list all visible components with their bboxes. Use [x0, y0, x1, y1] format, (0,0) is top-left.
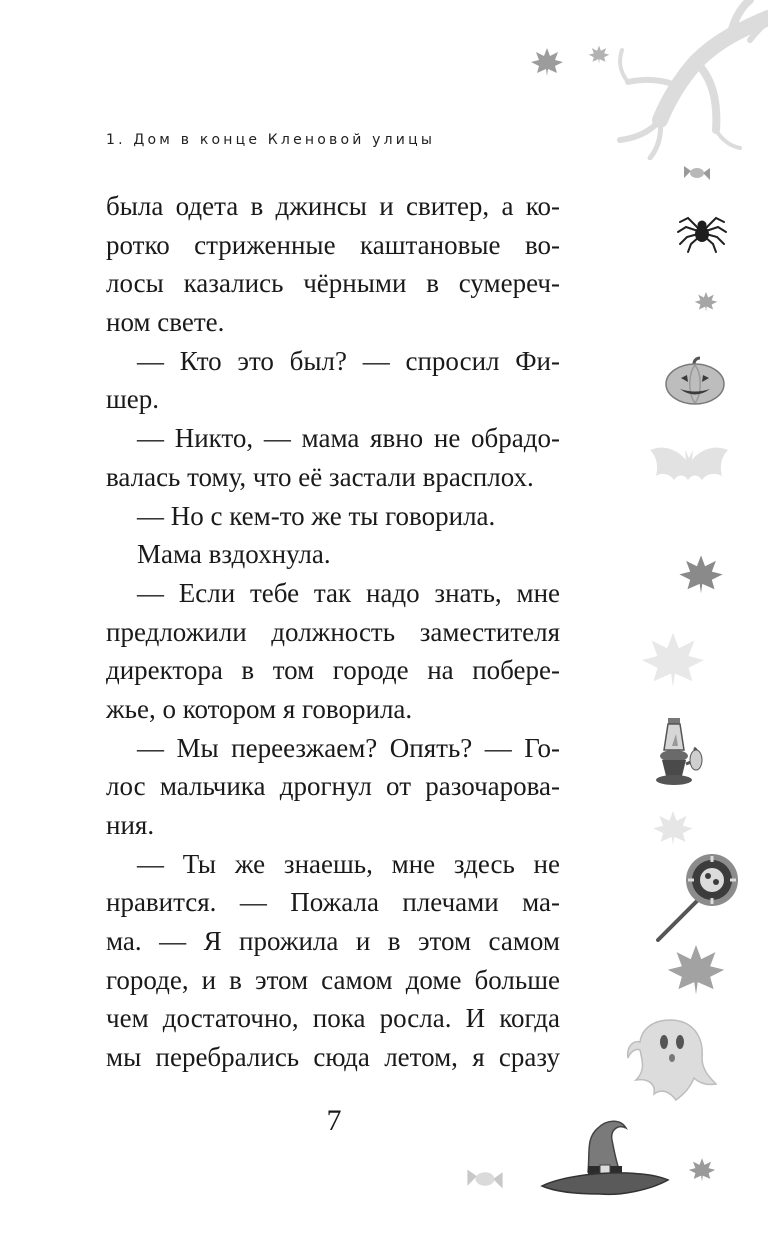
- page-number: 7: [326, 1104, 342, 1137]
- text-line: Мама вздохнула.: [137, 539, 331, 570]
- maple-leaf-icon: [688, 1156, 716, 1182]
- text-line: чем достаточно, пока росла. И когда: [106, 1003, 560, 1034]
- text-line: была одета в джинсы и свитер, а ко-: [106, 191, 560, 221]
- text-line: — Но с кем-то же ты говорила.: [137, 500, 496, 531]
- running-head: 1. Дом в конце Кленовой улицы: [106, 132, 436, 148]
- text-line: — Кто это был? — спросил Фи-: [137, 345, 560, 376]
- lollipop-icon: [654, 852, 740, 942]
- spider-icon: [676, 208, 728, 254]
- ghost-icon: [626, 1014, 718, 1104]
- maple-leaf-icon: [652, 808, 694, 846]
- text-line: жье, о котором я говорила.: [106, 693, 413, 724]
- text-line: предложили должность заместителя: [106, 616, 560, 647]
- text-line: — Никто, — мама явно не обрадо-: [137, 423, 560, 454]
- text-line: лосы казались чёрными в сумереч-: [106, 268, 560, 299]
- text-line: ма. — Я прожила и в этом самом: [106, 926, 560, 957]
- oil-lamp-icon: [656, 716, 704, 788]
- text-line: директора в том городе на побере-: [106, 655, 560, 686]
- body-text: [106, 187, 560, 1077]
- text-line: нравится. — Пожала плечами ма-: [106, 887, 560, 918]
- text-line: мы перебрались сюда летом, я сразу: [106, 1042, 560, 1073]
- text-line: валась тому, что её застали врасплох.: [106, 461, 534, 492]
- text-line: шер.: [106, 384, 160, 415]
- text-line: ния.: [106, 810, 155, 840]
- maple-leaf-icon: [588, 44, 610, 64]
- witch-hat-icon: [540, 1110, 670, 1200]
- pumpkin-icon: [664, 356, 726, 406]
- bat-icon: [648, 440, 730, 498]
- maple-leaf-icon: [640, 628, 706, 688]
- tree-branch-icon: [600, 0, 768, 160]
- maple-leaf-icon: [530, 46, 564, 76]
- text-line: лос мальчика дрогнул от разочарова-: [106, 771, 560, 802]
- text-line: — Ты же знаешь, мне здесь не: [137, 848, 560, 879]
- maple-leaf-icon: [666, 940, 726, 996]
- candy-icon: [680, 162, 714, 184]
- candy-icon: [462, 1164, 508, 1194]
- text-line: ном свете.: [106, 307, 225, 338]
- text-line: ротко стриженные каштановые во-: [106, 229, 560, 260]
- text-line: — Если тебе так надо знать, мне: [137, 577, 560, 608]
- maple-leaf-icon: [694, 290, 718, 312]
- text-line: — Мы переезжаем? Опять? — Го-: [137, 732, 560, 763]
- maple-leaf-icon: [678, 552, 724, 594]
- text-line: городе, и в этом самом доме больше: [106, 964, 560, 995]
